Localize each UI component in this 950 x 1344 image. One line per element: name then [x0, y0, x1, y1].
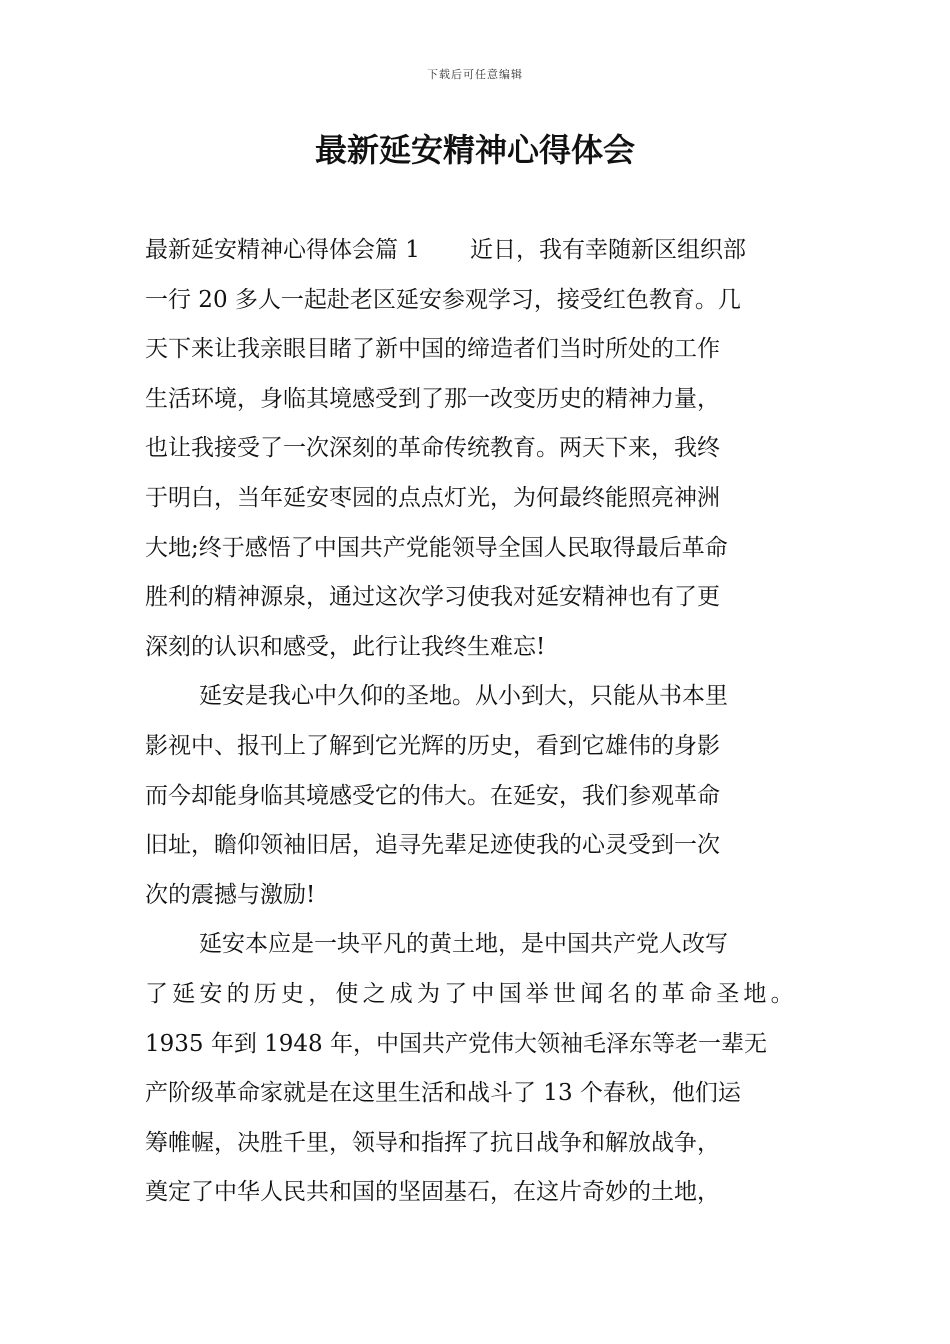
text-line: 产阶级革命家就是在这里生活和战斗了 13 个春秋，他们运: [145, 1080, 741, 1107]
text-line: 旧址，瞻仰领袖旧居，追寻先辈足迹使我的心灵受到一次: [145, 832, 720, 859]
paragraph-1: [145, 226, 810, 672]
text-line: 了延安的历史，使之成为了中国举世闻名的革命圣地。: [145, 980, 798, 1007]
text-line: 奠定了中华人民共和国的坚固基石，在这片奇妙的土地，: [145, 1179, 720, 1206]
paragraph-3: [145, 920, 810, 1218]
text-line: 也让我接受了一次深刻的革命传统教育。两天下来，我终: [145, 435, 720, 462]
text-line: 深刻的认识和感受，此行让我终生难忘!: [145, 633, 546, 660]
text-line: 最新延安精神心得体会篇 1 近日，我有幸随新区组织部: [145, 237, 746, 263]
text-line: 生活环境，身临其境感受到了那一改变历史的精神力量，: [145, 385, 720, 412]
text-line: 而今却能身临其境感受它的伟大。在延安，我们参观革命: [145, 782, 720, 809]
section-label: 最新延安精神心得体会篇 1: [145, 237, 420, 263]
document-body: [145, 226, 810, 1218]
text-line: 一行 20 多人一起赴老区延安参观学习，接受红色教育。几: [145, 286, 741, 313]
paragraph-2: [145, 672, 810, 920]
text-line: 延安本应是一块平凡的黄土地，是中国共产党人改写: [199, 931, 728, 958]
text-line: 于明白，当年延安枣园的点点灯光，为何最终能照亮神洲: [145, 484, 720, 511]
text-line: 胜利的精神源泉，通过这次学习使我对延安精神也有了更: [145, 584, 720, 611]
text-line: 影视中、报刊上了解到它光辉的历史，看到它雄伟的身影: [145, 732, 720, 759]
text-line: 大地;终于感悟了中国共产党能领导全国人民取得最后革命: [145, 534, 728, 561]
text-line: 筹帷幄，决胜千里，领导和指挥了抗日战争和解放战争，: [145, 1129, 720, 1156]
text-line: 天下来让我亲眼目睹了新中国的缔造者们当时所处的工作: [145, 336, 720, 363]
text-line: 1935 年到 1948 年，中国共产党伟大领袖毛泽东等老一辈无: [145, 1030, 767, 1057]
text-line: 延安是我心中久仰的圣地。从小到大，只能从书本里: [199, 683, 728, 710]
page-title: 最新延安精神心得体会: [314, 131, 635, 169]
text-line: 次的震撼与激励!: [145, 881, 316, 908]
header-note: 下载后可任意编辑: [427, 68, 523, 81]
